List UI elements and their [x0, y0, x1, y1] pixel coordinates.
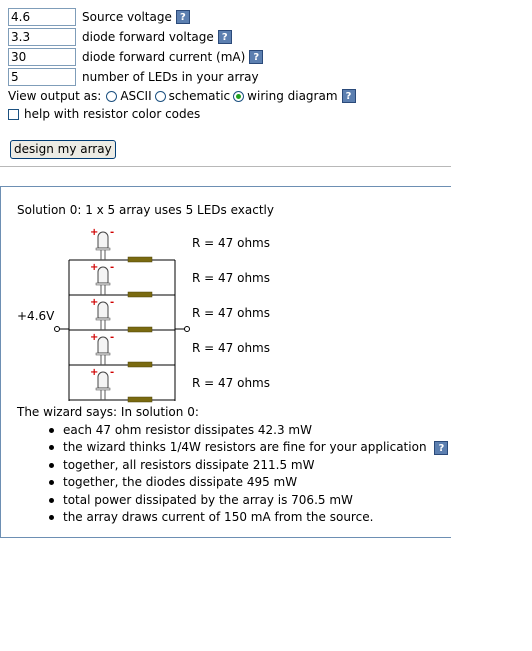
output-terminal: [185, 327, 190, 332]
led-rim: [96, 283, 110, 285]
divider: [0, 166, 451, 167]
led-minus-label: -: [110, 367, 115, 378]
resistor-icon: [128, 257, 152, 262]
color-codes-row: [8, 104, 200, 124]
diode-forward-voltage-label: diode forward voltage: [82, 30, 214, 44]
led-branch: [69, 227, 175, 262]
diode-voltage-row: [8, 27, 232, 47]
wizard-intro: The wizard says: In solution 0:: [17, 405, 199, 419]
resistor-icon: [128, 292, 152, 297]
led-minus-label: -: [110, 332, 115, 343]
note-text: the array draws current of 150 mA from the source.: [63, 509, 374, 524]
resistor-icon: [128, 362, 152, 367]
help-icon[interactable]: ?: [176, 10, 190, 24]
led-branch: [69, 262, 175, 297]
led-branch: [69, 297, 175, 332]
design-my-array-button[interactable]: design my array: [10, 140, 116, 159]
led-minus-label: -: [110, 227, 115, 238]
resistor-value-label: R = 47 ohms: [192, 271, 270, 285]
note-item: [45, 457, 448, 474]
note-item: [45, 492, 448, 509]
resistor-icon: [128, 397, 152, 402]
wizard-notes: [45, 422, 448, 526]
led-icon: [98, 302, 108, 318]
source-voltage-input[interactable]: [8, 8, 76, 26]
view-output-row: [8, 86, 356, 106]
note-item: [45, 474, 448, 491]
led-rim: [96, 248, 110, 250]
led-minus-label: -: [110, 297, 115, 308]
source-voltage-display: +4.6V: [17, 309, 55, 323]
led-icon: [98, 372, 108, 388]
note-item: [45, 422, 448, 439]
resistor-value-label: R = 47 ohms: [192, 306, 270, 320]
note-text: together, the diodes dissipate 495 mW: [63, 475, 298, 490]
note-text: each 47 ohm resistor dissipates 42.3 mW: [63, 423, 312, 437]
radio-wiring-diagram[interactable]: [233, 91, 244, 102]
resistor-value-label: R = 47 ohms: [192, 376, 270, 390]
diode-current-row: [8, 47, 263, 67]
led-rim: [96, 318, 110, 320]
view-output-label: View output as:: [8, 89, 102, 103]
led-count-row: [8, 67, 259, 87]
note-text: total power dissipated by the array is 706.5 mW: [63, 492, 353, 507]
input-terminal: [55, 327, 60, 332]
led-plus-label: +: [90, 262, 99, 273]
led-plus-label: +: [90, 227, 99, 238]
radio-schematic[interactable]: [155, 91, 166, 102]
help-icon[interactable]: ?: [434, 441, 448, 455]
source-voltage-label: Source voltage: [82, 10, 172, 24]
led-plus-label: +: [90, 332, 99, 343]
radio-wiring-diagram-label: wiring diagram: [247, 89, 338, 103]
resistor-value-label: R = 47 ohms: [192, 236, 270, 250]
color-codes-label: help with resistor color codes: [24, 107, 201, 121]
led-count-label: number of LEDs in your array: [82, 70, 259, 84]
radio-ascii-label: ASCII: [120, 89, 152, 103]
led-minus-label: -: [110, 262, 115, 273]
color-codes-checkbox[interactable]: [8, 109, 19, 120]
help-icon[interactable]: ?: [218, 30, 232, 44]
note-text: the wizard thinks 1/4W resistors are fine for your application: [63, 440, 427, 455]
help-icon[interactable]: ?: [249, 50, 263, 64]
note-text: together, all resistors dissipate 211.5 mW: [63, 457, 315, 472]
led-count-input[interactable]: [8, 68, 76, 86]
radio-schematic-label: schematic: [168, 89, 231, 103]
radio-ascii[interactable]: [106, 91, 117, 102]
diode-forward-voltage-input[interactable]: [8, 28, 76, 46]
led-icon: [98, 337, 108, 353]
led-plus-label: +: [90, 367, 99, 378]
resistor-value-label: R = 47 ohms: [192, 341, 270, 355]
led-rim: [96, 353, 110, 355]
note-item: [45, 509, 448, 526]
resistor-icon: [128, 327, 152, 332]
source-voltage-row: [8, 7, 190, 27]
led-plus-label: +: [90, 297, 99, 308]
led-rim: [96, 388, 110, 390]
diode-forward-current-input[interactable]: [8, 48, 76, 66]
led-icon: [98, 267, 108, 283]
led-icon: [98, 232, 108, 248]
solution-title: Solution 0: 1 x 5 array uses 5 LEDs exactly: [17, 203, 274, 217]
diode-forward-current-label: diode forward current (mA): [82, 50, 246, 64]
help-icon[interactable]: ?: [342, 89, 356, 103]
note-item: [45, 439, 448, 456]
led-branch: [69, 332, 175, 367]
led-branch: [69, 367, 175, 402]
